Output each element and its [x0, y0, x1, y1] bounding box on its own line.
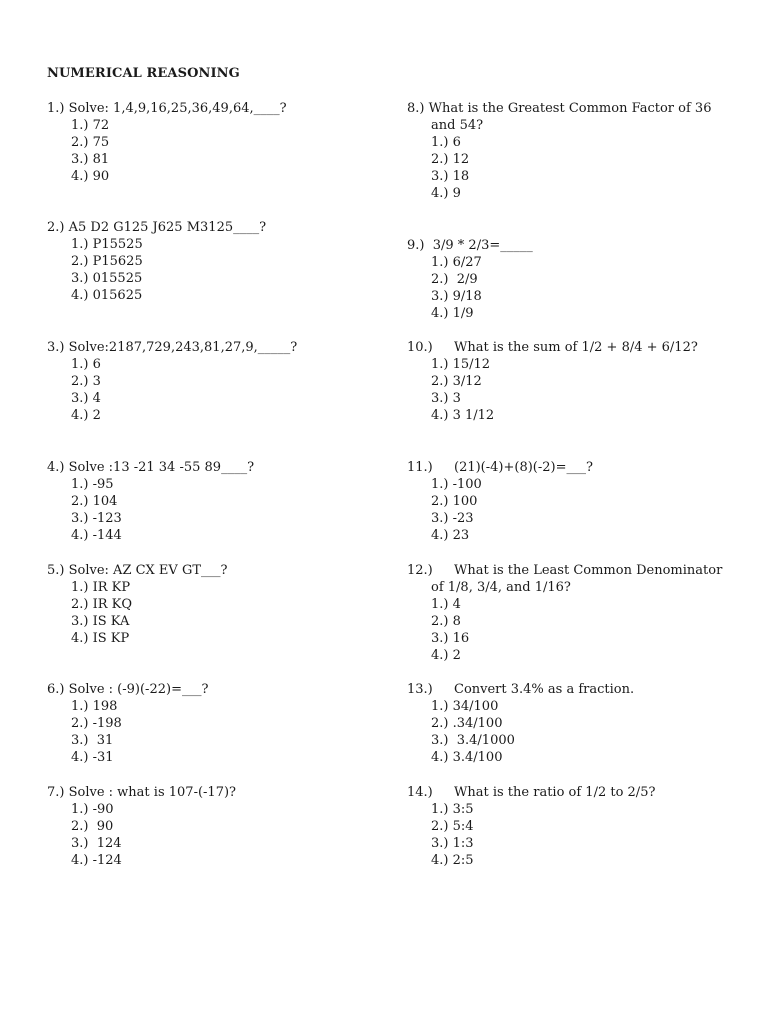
- question-1: [47, 100, 287, 185]
- question-text-continued: of 1/8, 3/4, and 1/16?: [431, 580, 571, 595]
- question-text-continued: and 54?: [431, 118, 484, 133]
- question-number: 11.): [407, 460, 433, 475]
- answer-options: [407, 356, 698, 424]
- answer-options: [407, 801, 655, 869]
- question-text: Solve :13 -21 34 -55 89____?: [68, 460, 255, 475]
- question-5: [47, 562, 227, 647]
- question-4: [47, 459, 254, 544]
- option: 2.) 5:4: [431, 819, 474, 834]
- option: 4.) 90: [71, 169, 110, 184]
- question-number: 13.): [407, 682, 433, 697]
- answer-options: [407, 254, 533, 322]
- question-number: 1.): [47, 101, 69, 116]
- option: 2.) P15625: [71, 254, 143, 269]
- option: 2.) -198: [71, 716, 122, 731]
- option: 3.) 9/18: [431, 289, 482, 304]
- option: 3.) 3: [431, 391, 461, 406]
- option: 4.) -144: [71, 528, 122, 543]
- question-3: [47, 339, 297, 424]
- answer-options: [407, 698, 634, 766]
- option: 2.) 8: [431, 614, 461, 629]
- question-number: 7.): [47, 785, 69, 800]
- answer-options: [47, 236, 266, 304]
- question-6: [47, 681, 208, 766]
- question-text: Solve: AZ CX EV GT___?: [68, 563, 228, 578]
- option: 1.) P15525: [71, 237, 143, 252]
- question-13: [407, 681, 634, 766]
- option: 1.) 15/12: [431, 357, 491, 372]
- option: 3.) 18: [431, 169, 470, 184]
- option: 4.) 015625: [71, 288, 143, 303]
- answer-options: [47, 801, 236, 869]
- option: 4.) 2:5: [431, 853, 474, 868]
- answer-options: [47, 698, 208, 766]
- question-14: [407, 784, 655, 869]
- option: 3.) 16: [431, 631, 470, 646]
- question-number: 3.): [47, 340, 69, 355]
- option: 1.) -90: [71, 802, 114, 817]
- option: 3.) IS KA: [71, 614, 130, 629]
- option: 4.) 2: [71, 408, 101, 423]
- option: 1.) 34/100: [431, 699, 499, 714]
- question-number: 9.): [407, 238, 429, 253]
- answer-options: [407, 134, 711, 202]
- question-number: 5.): [47, 563, 69, 578]
- option: 4.) -31: [71, 750, 114, 765]
- option: 4.) 1/9: [431, 306, 474, 321]
- option: 4.) 2: [431, 648, 461, 663]
- question-text: Solve:2187,729,243,81,27,9,_____?: [68, 340, 298, 355]
- option: 4.) 3.4/100: [431, 750, 503, 765]
- option: 2.) 100: [431, 494, 478, 509]
- option: 4.) 3 1/12: [431, 408, 495, 423]
- option: 1.) 198: [71, 699, 118, 714]
- option: 3.) 3.4/1000: [431, 733, 515, 748]
- option: 2.) .34/100: [431, 716, 503, 731]
- option: 2.) 3: [71, 374, 101, 389]
- question-text: Convert 3.4% as a fraction.: [454, 682, 635, 697]
- question-text: A5 D2 G125 J625 M3125____?: [68, 220, 267, 235]
- question-11: [407, 459, 593, 544]
- question-9: [407, 237, 533, 322]
- option: 1.) 6: [71, 357, 101, 372]
- answer-options: [407, 476, 593, 544]
- question-text: Solve : what is 107-(-17)?: [68, 785, 237, 800]
- question-number: 14.): [407, 785, 433, 800]
- question-2: [47, 219, 266, 304]
- question-text: What is the ratio of 1/2 to 2/5?: [454, 785, 656, 800]
- option: 3.) 015525: [71, 271, 143, 286]
- option: 1.) 6/27: [431, 255, 482, 270]
- question-number: 12.): [407, 563, 433, 578]
- option: 2.) 104: [71, 494, 118, 509]
- question-number: 8.): [407, 101, 429, 116]
- option: 3.) -23: [431, 511, 474, 526]
- option: 3.) 124: [71, 836, 122, 851]
- question-text: What is the sum of 1/2 + 8/4 + 6/12?: [454, 340, 698, 355]
- option: 3.) 4: [71, 391, 101, 406]
- option: 4.) 23: [431, 528, 470, 543]
- option: 1.) -100: [431, 477, 482, 492]
- answer-options: [47, 579, 227, 647]
- question-number: 6.): [47, 682, 69, 697]
- question-8: [407, 100, 711, 202]
- option: 1.) 72: [71, 118, 110, 133]
- answer-options: [47, 356, 297, 424]
- option: 2.) 2/9: [431, 272, 478, 287]
- question-number: 2.): [47, 220, 69, 235]
- option: 2.) 90: [71, 819, 114, 834]
- option: 4.) 9: [431, 186, 461, 201]
- answer-options: [47, 117, 287, 185]
- option: 2.) 75: [71, 135, 110, 150]
- question-text: Solve : (-9)(-22)=___?: [68, 682, 209, 697]
- question-7: [47, 784, 236, 869]
- option: 1.) 4: [431, 597, 461, 612]
- answer-options: [407, 596, 722, 664]
- option: 3.) 1:3: [431, 836, 474, 851]
- answer-options: [47, 476, 254, 544]
- option: 2.) IR KQ: [71, 597, 133, 612]
- question-10: [407, 339, 698, 424]
- option: 4.) -124: [71, 853, 122, 868]
- question-text: 3/9 * 2/3=_____: [428, 238, 533, 253]
- question-text: What is the Least Common Denominator: [454, 563, 723, 578]
- option: 3.) 31: [71, 733, 114, 748]
- option: 4.) IS KP: [71, 631, 130, 646]
- option: 1.) 3:5: [431, 802, 474, 817]
- option: 1.) IR KP: [71, 580, 131, 595]
- question-text: What is the Greatest Common Factor of 36: [428, 101, 712, 116]
- question-number: 10.): [407, 340, 433, 355]
- question-text: Solve: 1,4,9,16,25,36,49,64,____?: [68, 101, 287, 116]
- page-title: NUMERICAL REASONING: [47, 66, 240, 81]
- question-12: [407, 562, 722, 664]
- question-text: (21)(-4)+(8)(-2)=___?: [454, 460, 593, 475]
- option: 3.) 81: [71, 152, 110, 167]
- option: 1.) 6: [431, 135, 461, 150]
- option: 2.) 3/12: [431, 374, 482, 389]
- option: 3.) -123: [71, 511, 122, 526]
- option: 2.) 12: [431, 152, 470, 167]
- question-number: 4.): [47, 460, 69, 475]
- option: 1.) -95: [71, 477, 114, 492]
